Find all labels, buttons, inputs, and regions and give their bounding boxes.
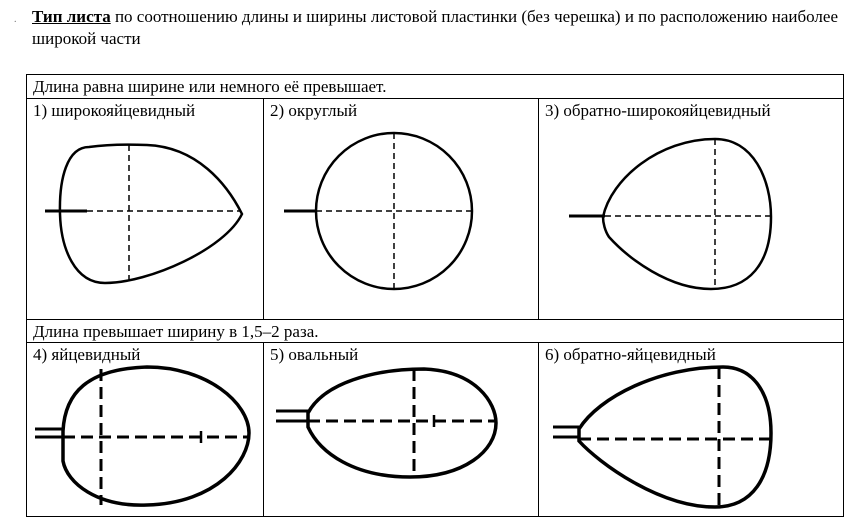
group-1-title: Длина равна ширине или немного её превышает. [27,75,843,99]
ovate-leaf-drawing [27,343,263,517]
label-ovate: 4) яйцевидный [33,345,141,364]
label-obovate: 6) обратно-яйцевидный [545,345,716,364]
obovate-leaf-drawing [539,343,845,517]
label-broad-ovate: 1) широкояйцевидный [33,101,196,120]
cell-ovate [27,343,263,517]
group-2-title: Длина превышает ширину в 1,5–2 раза. [27,319,843,343]
broad-ovate-leaf-drawing [27,99,263,319]
oval-leaf-drawing [264,343,538,517]
label-oval: 5) овальный [270,345,359,364]
cell-oval [264,343,538,517]
cell-broad-ovate [27,99,263,319]
label-obovate-broad: 3) обратно-широкояйцевидный [545,101,771,120]
label-round: 2) округлый [270,101,358,120]
cell-round [264,99,538,319]
cell-obovate [539,343,845,517]
heading-term: Тип листа [32,7,111,26]
page-heading [32,6,844,50]
round-leaf-drawing [264,99,538,319]
obovate-broad-leaf-drawing [539,99,845,319]
leaf-types-table [26,74,844,517]
bullet-marker: . [14,14,17,25]
heading-text: по соотношению длины и ширины листовой пластинки (без черешка) и по расположению наиболее широкой части [32,7,838,48]
cell-obovate-broad [539,99,845,319]
